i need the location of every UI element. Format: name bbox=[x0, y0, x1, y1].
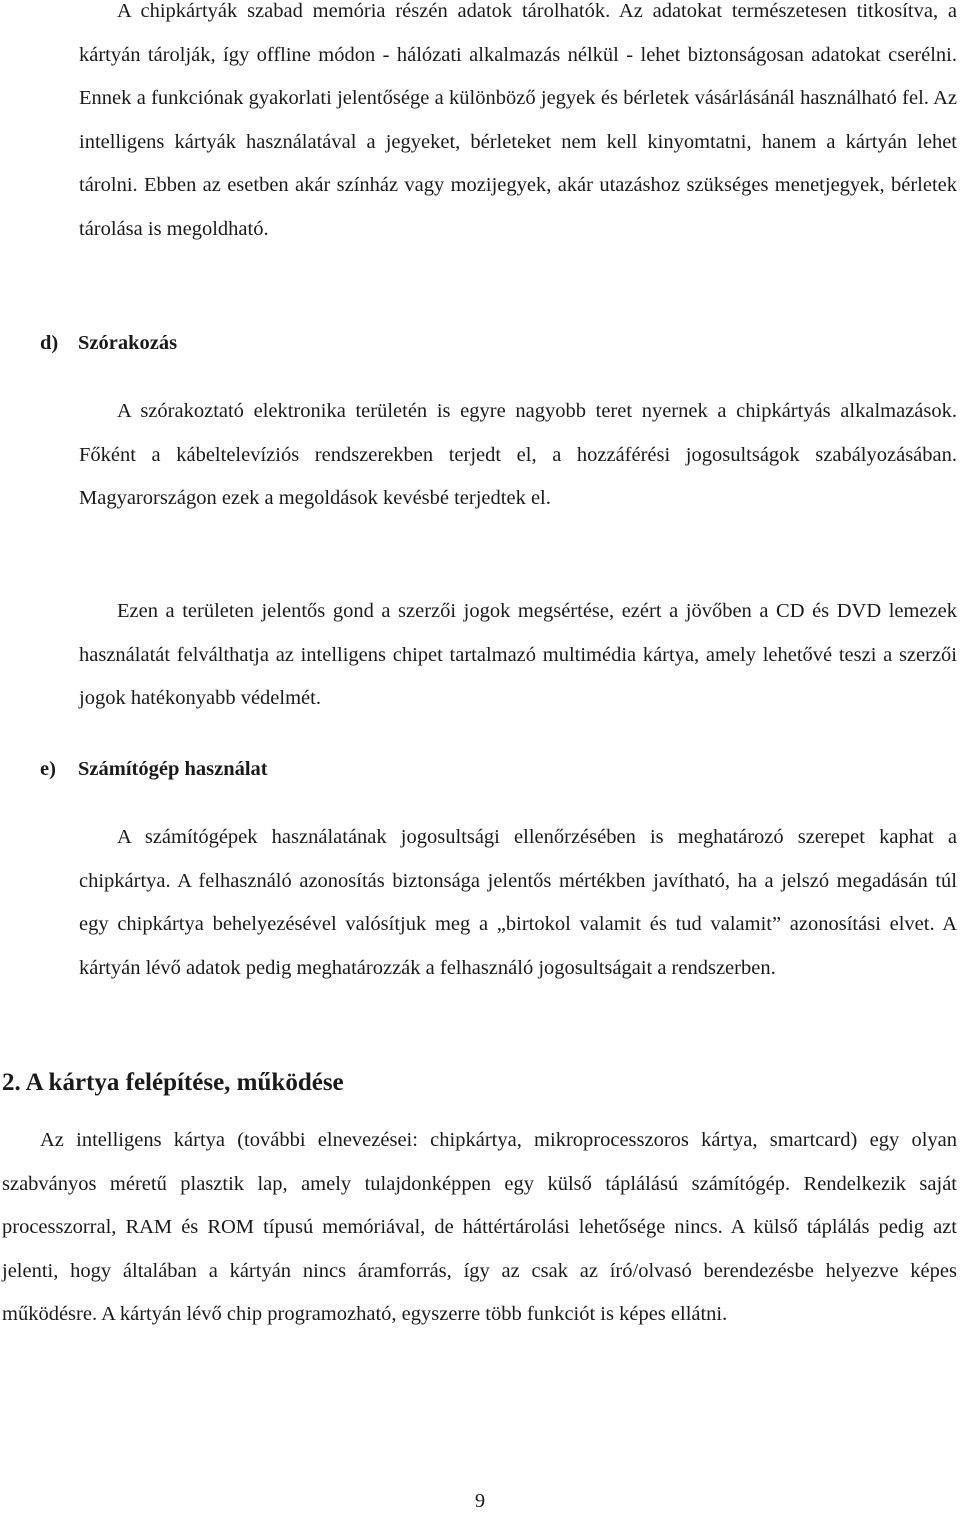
section-d-paragraph-2: Ezen a területen jelentős gond a szerzői jogok megsértése, ezért a jövőben a CD és DVD lemezek használatát felválthatja az intelligens chipet tartalmazó multimédia kártya, amely lehetővé teszi a szerzői jogok hatékonyabb védelmét. bbox=[79, 600, 957, 709]
chapter-2-paragraph-1: Az intelligens kártya (további elnevezései: chipkártya, mikroprocesszoros kártya, smartcard) egy olyan szabványos méretű plasztik lap, amely tulajdonképpen egy külső táplálású számítógép. Rendelkezik saját processzorral, RAM és ROM típusú memóriával, de háttértárolási lehetősége nincs. A külső táplálás pedig azt jelenti, hogy általában a kártyán nincs áramforrás, így az csak az író/olvasó berendezésbe helyezve képes működésre. A kártyán lévő chip programozható, egyszerre több funkciót is képes ellátni. bbox=[2, 1129, 957, 1325]
section-d-paragraph-1: A szórakoztató elektronika területén is egyre nagyobb teret nyernek a chipkártyás alkalmazások. Főként a kábeltelevíziós rendszerekben terjedt el, a hozzáférési jogosultságok szabályozásában. Magyarországon ezek a megoldások kevésbé terjedtek el. bbox=[79, 400, 957, 509]
page-number: 9 bbox=[474, 1490, 486, 1512]
chapter-2-title: 2. A kártya felépítése, működése bbox=[2, 1069, 344, 1096]
intro-paragraph: A chipkártyák szabad memória részén adatok tárolhatók. Az adatokat természetesen titkosítva, a kártyán tárolják, így offline módon - hálózati alkalmazás nélkül - lehet biztonságosan adatokat cserélni. Ennek a funkciónak gyakorlati jelentősége a különböző jegyek és bérletek vásárlásánál használható fel. Az intelligens kártyák használatával a jegyeket, bérleteket nem kell kinyomtatni, hanem a kártyán lehet tárolni. Ebben az esetben akár színház vagy mozijegyek, akár utazáshoz szükséges menetjegyek, bérletek tárolása is megoldható. bbox=[79, 0, 957, 240]
section-d-heading bbox=[40, 329, 177, 357]
section-e-paragraph-1: A számítógépek használatának jogosultsági ellenőrzésében is meghatározó szerepet kaphat a chipkártya. A felhasználó azonosítás biztonsága jelentős mértékben javítható, ha a jelszó megadásán túl egy chipkártya behelyezésével valósítjuk meg a „birtokol valamit és tud valamit” azonosítási elvet. A kártyán lévő adatok pedig meghatározzák a felhasználó jogosultságait a rendszerben. bbox=[79, 826, 957, 979]
section-e-heading bbox=[40, 755, 268, 783]
section-d-title: Szórakozás bbox=[78, 332, 178, 354]
section-e-title: Számítógép használat bbox=[78, 758, 268, 780]
section-d-label: d) bbox=[40, 332, 59, 354]
section-e-label: e) bbox=[40, 758, 56, 780]
